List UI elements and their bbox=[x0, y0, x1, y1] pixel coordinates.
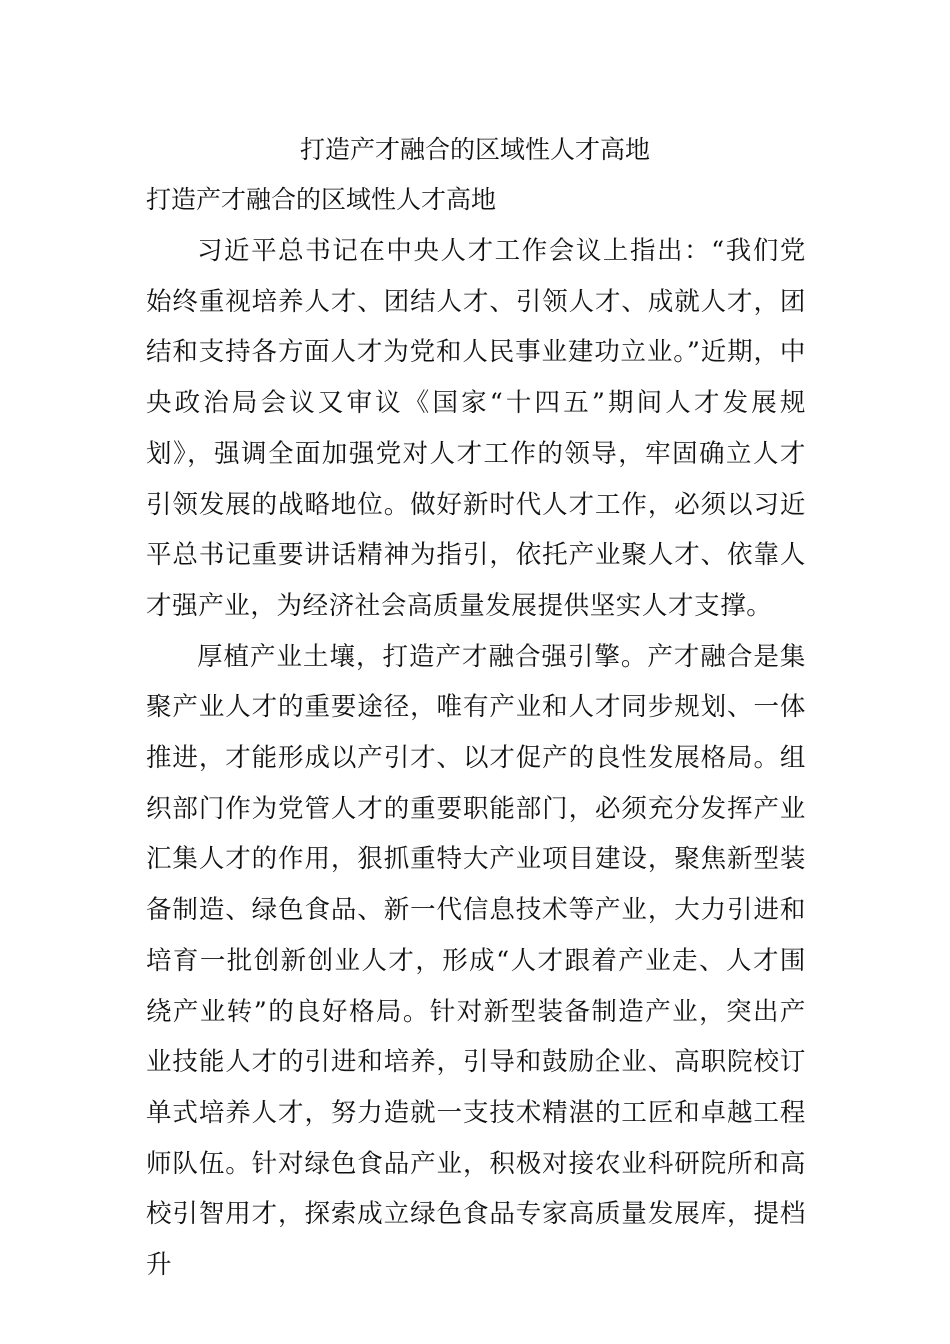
body-paragraph: 厚植产业土壤，打造产才融合强引擎。产才融合是集聚产业人才的重要途径，唯有产业和人才同步规划、一体推进，才能形成以产引才、以才促产的良性发展格局。组织部门作为党管人才的重要职能部门，必须充分发挥产业汇集人才的作用，狠抓重特大产业项目建设，聚焦新型装备制造、绿色食品、新一代信息技术等产业，大力引进和培育一批创新创业人才，形成“人才跟着产业走、人才围绕产业转”的良好格局。针对新型装备制造产业，突出产业技能人才的引进和培养，引导和鼓励企业、高职院校订单式培养人才，努力造就一支技术精湛的工匠和卓越工程师队伍。针对绿色食品产业，积极对接农业科研院所和高校引智用才，探索成立绿色食品专家高质量发展库，提档升 bbox=[146, 641, 806, 1281]
document-title: 打造产才融合的区域性人才高地 bbox=[299, 135, 650, 164]
document-subtitle: 打造产才融合的区域性人才高地 bbox=[146, 185, 497, 214]
body-paragraph: 习近平总书记在中央人才工作会议上指出：“我们党始终重视培养人才、团结人才、引领人才、成就人才，团结和支持各方面人才为党和人民事业建功立业。”近期，中央政治局会议又审议《国家“十四五”期间人才发展规划》，强调全面加强党对人才工作的领导，牢固确立人才引领发展的战略地位。做好新时代人才工作，必须以习近平总书记重要讲话精神为指引，依托产业聚人才、依靠人才强产业，为经济社会高质量发展提供坚实人才支撑。 bbox=[146, 236, 806, 621]
document-body bbox=[146, 226, 806, 1291]
